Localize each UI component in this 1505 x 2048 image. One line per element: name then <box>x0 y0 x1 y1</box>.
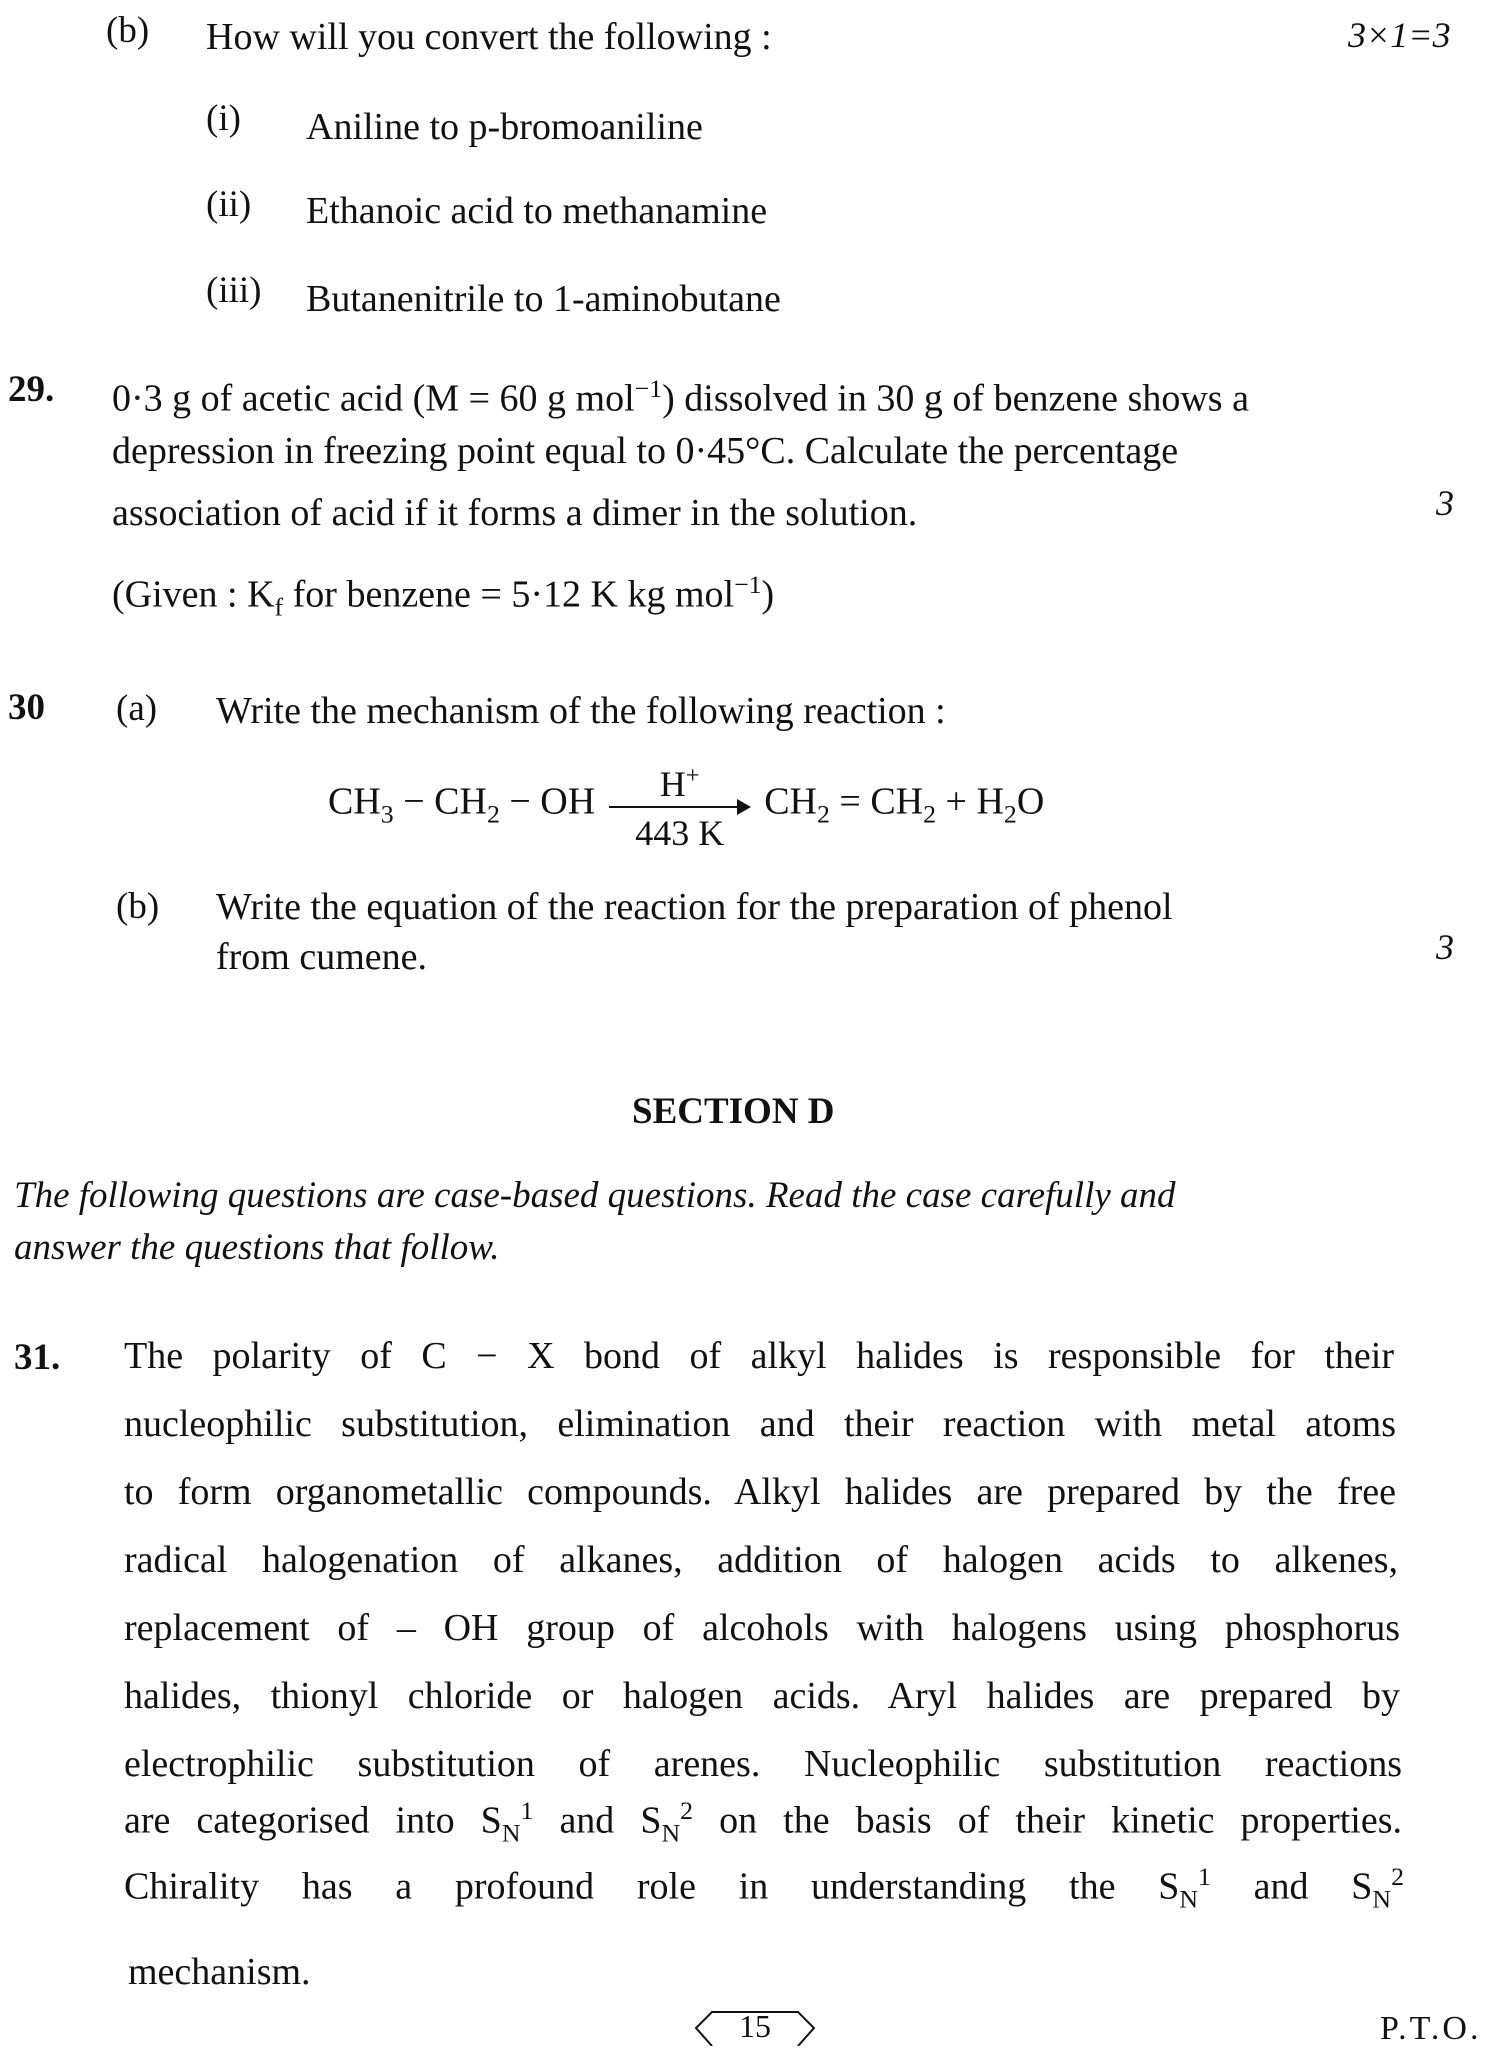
q30b-label: (b) <box>116 886 160 927</box>
section-intro-line-1: The following questions are case-based questions. Read the case carefully and <box>14 1175 1176 1216</box>
q31-line-3: to form organometallic compounds. Alkyl halides are prepared by the free <box>124 1471 1396 1513</box>
q31-line-5: replacement of – OH group of alcohols with halogens using phosphorus <box>124 1607 1400 1649</box>
q31-line-7: electrophilic substitution of arenes. Nucleophilic substitution reactions <box>124 1743 1402 1785</box>
reaction-arrow: $\frac{H^+}{443 K}$ <box>605 770 755 840</box>
q31-number: 31. <box>14 1337 61 1378</box>
q31-line-6: halides, thionyl chloride or halogen acids. Aryl halides are prepared by <box>124 1675 1400 1717</box>
q28b-marks: 3×1=3 <box>1348 15 1451 55</box>
q30a-label: (a) <box>116 688 158 729</box>
q29-number: 29. <box>8 369 55 410</box>
q29-line-2: depression in freezing point equal to 0·45°C. Calculate the percentage <box>112 430 1179 472</box>
q30-number: 30 <box>8 687 45 728</box>
q31-line-9: Chirality has a profound role in understanding the $S_N^1$ and $S_N^2$ <box>124 1862 1404 1914</box>
q28b-text: How will you convert the following : <box>206 16 772 58</box>
section-intro-line-2: answer the questions that follow. <box>14 1227 500 1268</box>
q30b-line-2: from cumene. <box>216 936 428 978</box>
q28b-item-2-text: Ethanoic acid to methanamine <box>306 190 768 232</box>
q30a-text: Write the mechanism of the following reaction : <box>216 690 946 732</box>
q31-line-2: nucleophilic substitution, elimination and their reaction with metal atoms <box>124 1403 1396 1445</box>
q30-marks: 3 <box>1436 927 1454 967</box>
q29-line-3: association of acid if it forms a dimer in the solution. <box>112 492 918 534</box>
q30a-equation: $CH_3 - CH_2$ − OH $\frac{H^+}{443 K}$ $CH_2 = CH_2 + H_2O$ <box>328 762 1045 853</box>
q28b-item-3-text: Butanenitrile to 1-aminobutane <box>306 278 781 320</box>
page-number-badge <box>690 2006 820 2046</box>
q29-line-1: 0·3 g of acetic acid (M = 60 g mol$^{-1}$) dissolved in 30 g of benzene shows a <box>112 374 1249 420</box>
q31-line-1: The polarity of C − X bond of alkyl halides is responsible for their <box>124 1335 1394 1377</box>
q29-given: (Given : $K_f$ for benzene = 5·12 K kg mol$^{-1}$) <box>112 570 775 622</box>
q31-line-8: are categorised into $S_N^1$ and $S_N^2$ on the basis of their kinetic properties. <box>124 1796 1402 1848</box>
q29-marks: 3 <box>1436 483 1454 523</box>
q28b-item-1-num: (i) <box>206 98 241 139</box>
q30b-line-1: Write the equation of the reaction for the preparation of phenol <box>216 886 1173 928</box>
q31-line-4: radical halogenation of alkanes, addition of halogen acids to alkenes, <box>124 1539 1398 1581</box>
q28b-item-2-num: (ii) <box>206 184 252 225</box>
section-heading: SECTION D <box>632 1091 835 1132</box>
q28b-item-3-num: (iii) <box>206 270 262 311</box>
pto-label: P.T.O. <box>1380 2010 1482 2047</box>
q28b-label: (b) <box>106 10 150 51</box>
q28b-item-1-text: Aniline to p-bromoaniline <box>306 106 703 148</box>
page-number: 15 <box>739 2008 771 2044</box>
q31-line-10: mechanism. <box>128 1951 311 1993</box>
